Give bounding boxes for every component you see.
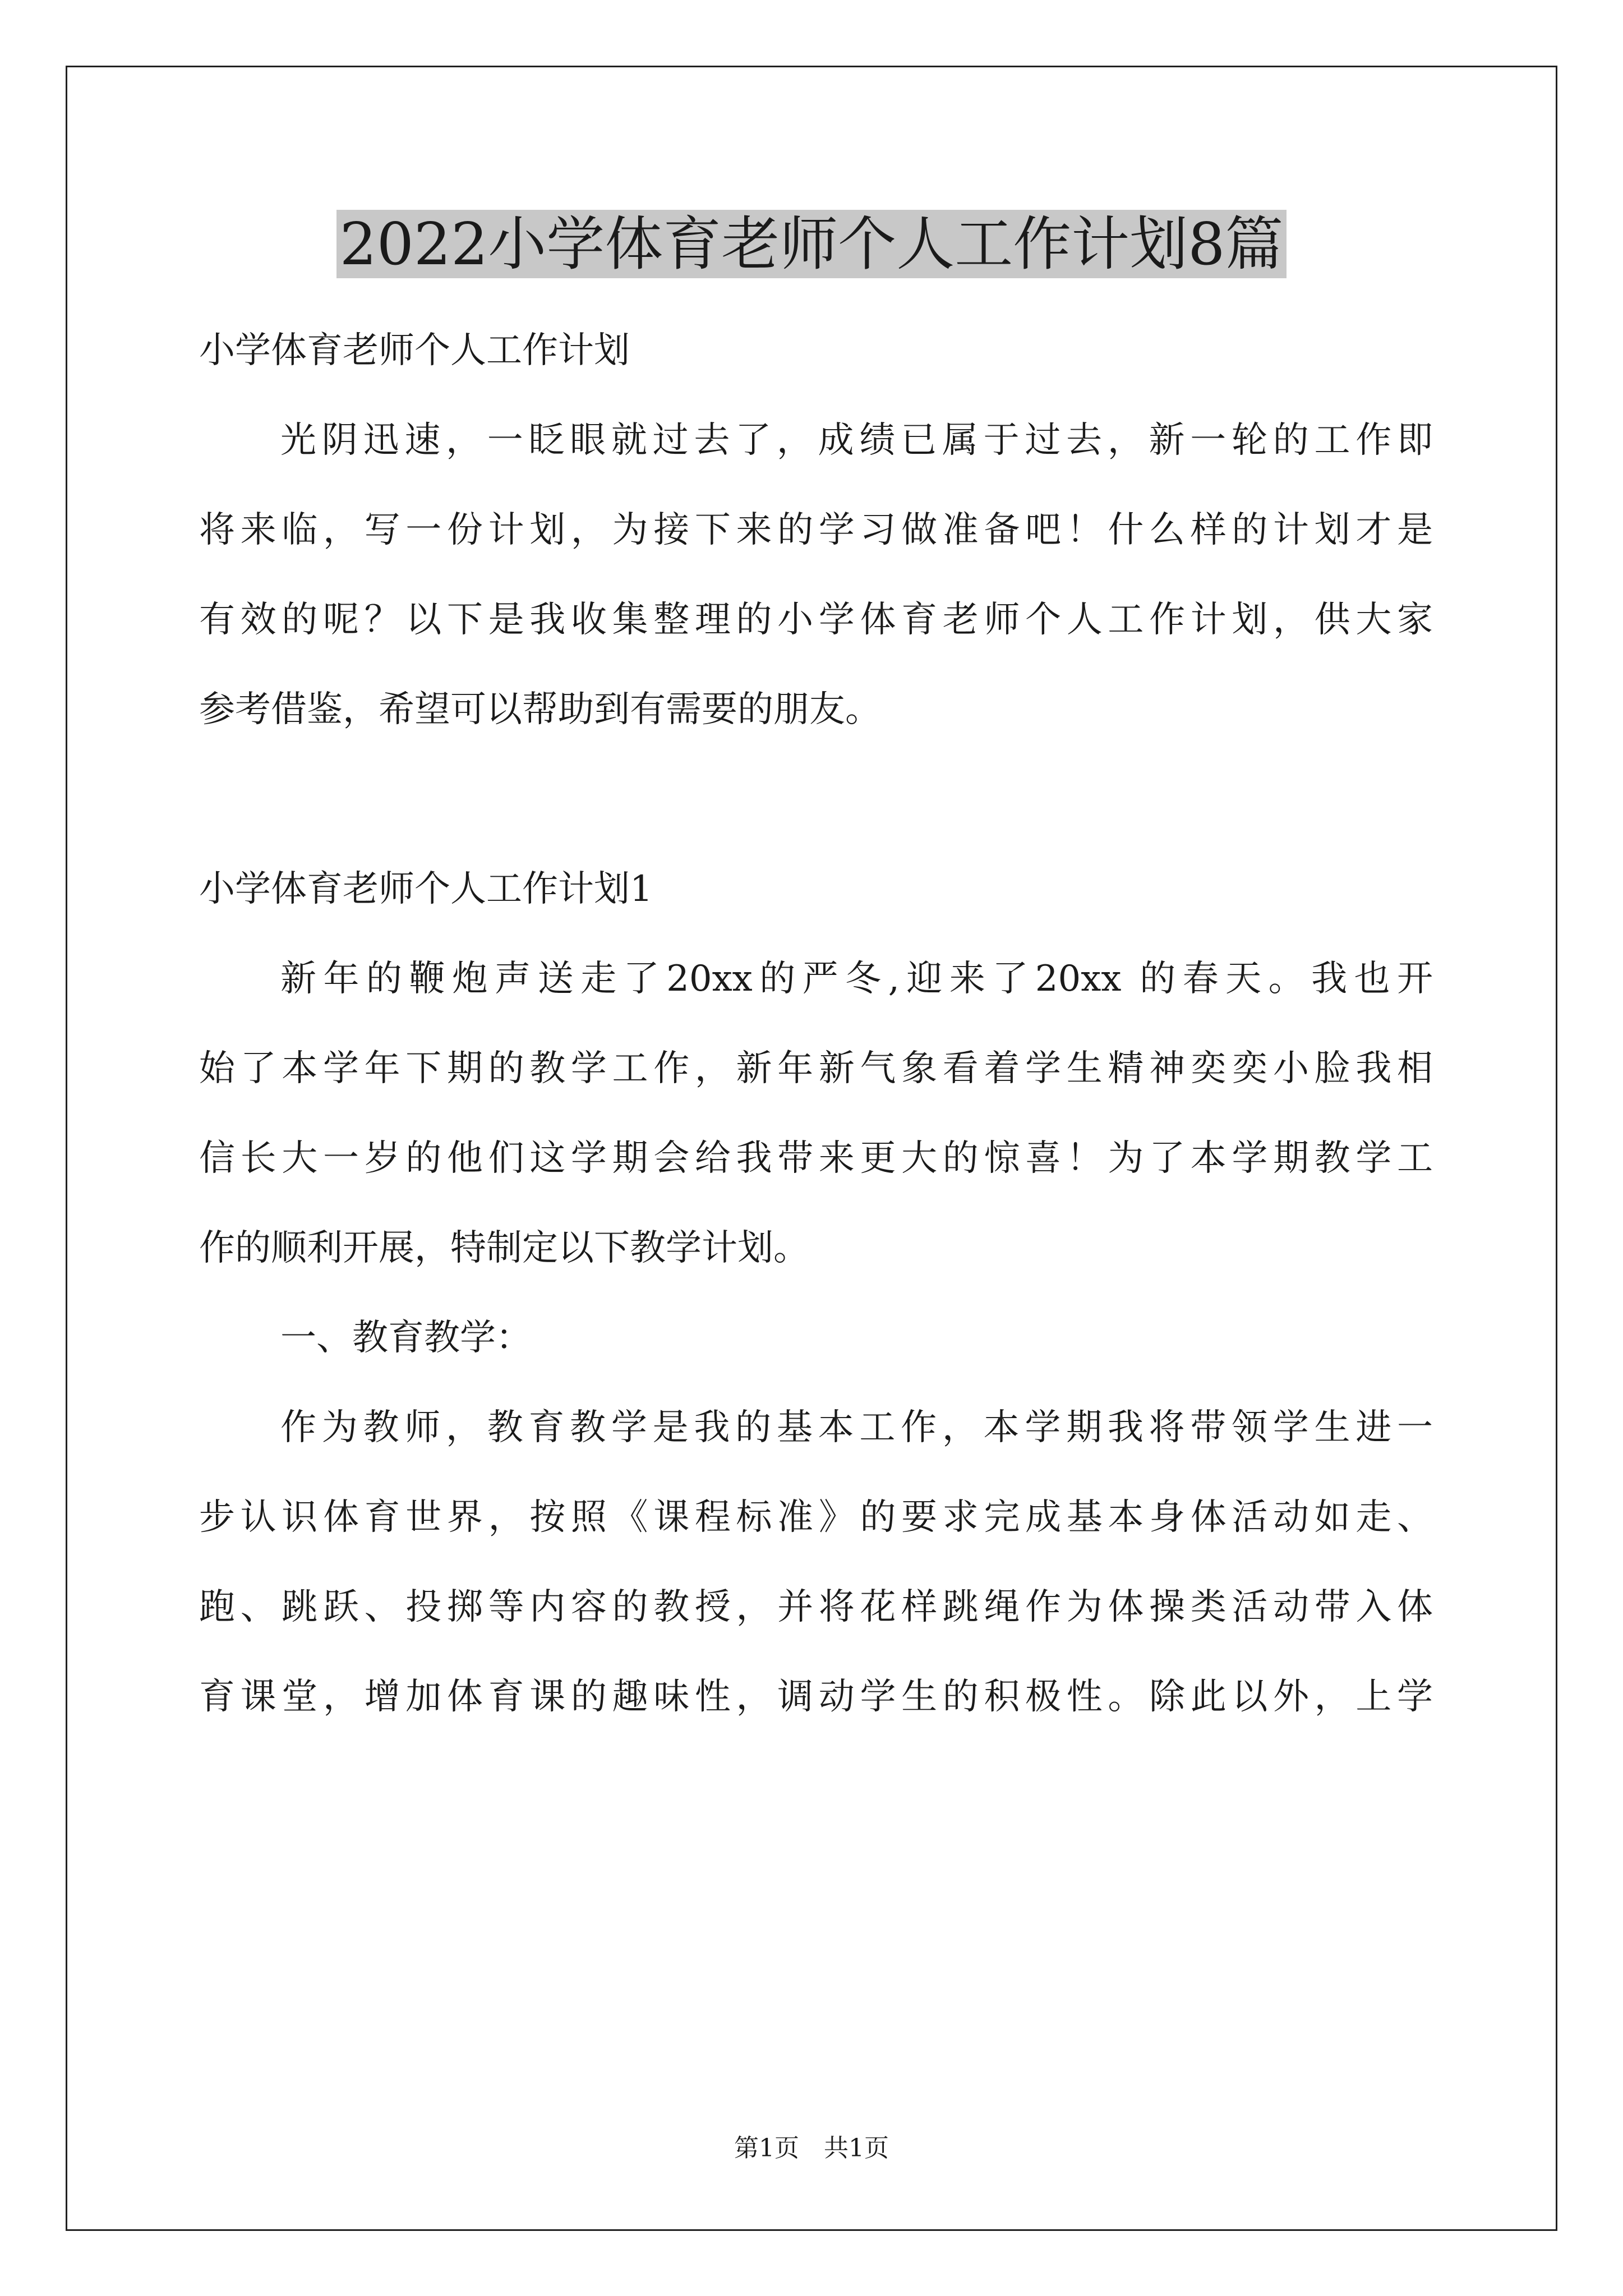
intro-heading: 小学体育老师个人工作计划 [199,330,630,371]
section-heading: 小学体育老师个人工作计划1 [199,868,653,910]
document-body [199,306,1433,1742]
section-line: 信长大一岁的他们这学期会给我带来更大的惊喜！为了本学期教学工 [199,1138,1433,1179]
intro-line: 光阴迅速，一眨眼就过去了，成绩已属于过去，新一轮的工作即 [280,420,1433,461]
section-line: 始了本学年下期的教学工作，新年新气象看着学生精神奕奕小脸我相 [199,1048,1433,1089]
section-line: 作的顺利开展，特制定以下教学计划。 [199,1227,809,1269]
section-line: 育课堂，增加体育课的趣味性，调动学生的积极性。除此以外，上学 [199,1676,1433,1718]
intro-line: 将来临，写一份计划，为接下来的学习做准备吧！什么样的计划才是 [199,509,1433,551]
section-line: 跑、跳跃、投掷等内容的教授，并将花样跳绳作为体操类活动带入体 [199,1586,1433,1628]
page-footer: 第1页 共1页 [734,2134,889,2162]
section-line: 新年的鞭炮声送走了20xx的严冬,迎来了20xx 的春天。我也开 [280,958,1433,1000]
intro-line: 有效的呢？以下是我收集整理的小学体育老师个人工作计划，供大家 [199,599,1433,641]
section-subheading: 一、教育教学： [280,1317,532,1359]
paragraph-gap [199,754,1433,844]
section-line: 作为教师，教育教学是我的基本工作，本学期我将带领学生进一 [280,1407,1433,1448]
intro-line: 参考借鉴，希望可以帮助到有需要的朋友。 [199,689,881,730]
title-text: 2022小学体育老师个人工作计划8篇 [336,210,1287,278]
section-line: 步认识体育世界，按照《课程标准》的要求完成基本身体活动如走、 [199,1497,1433,1538]
document-title [0,208,1623,280]
